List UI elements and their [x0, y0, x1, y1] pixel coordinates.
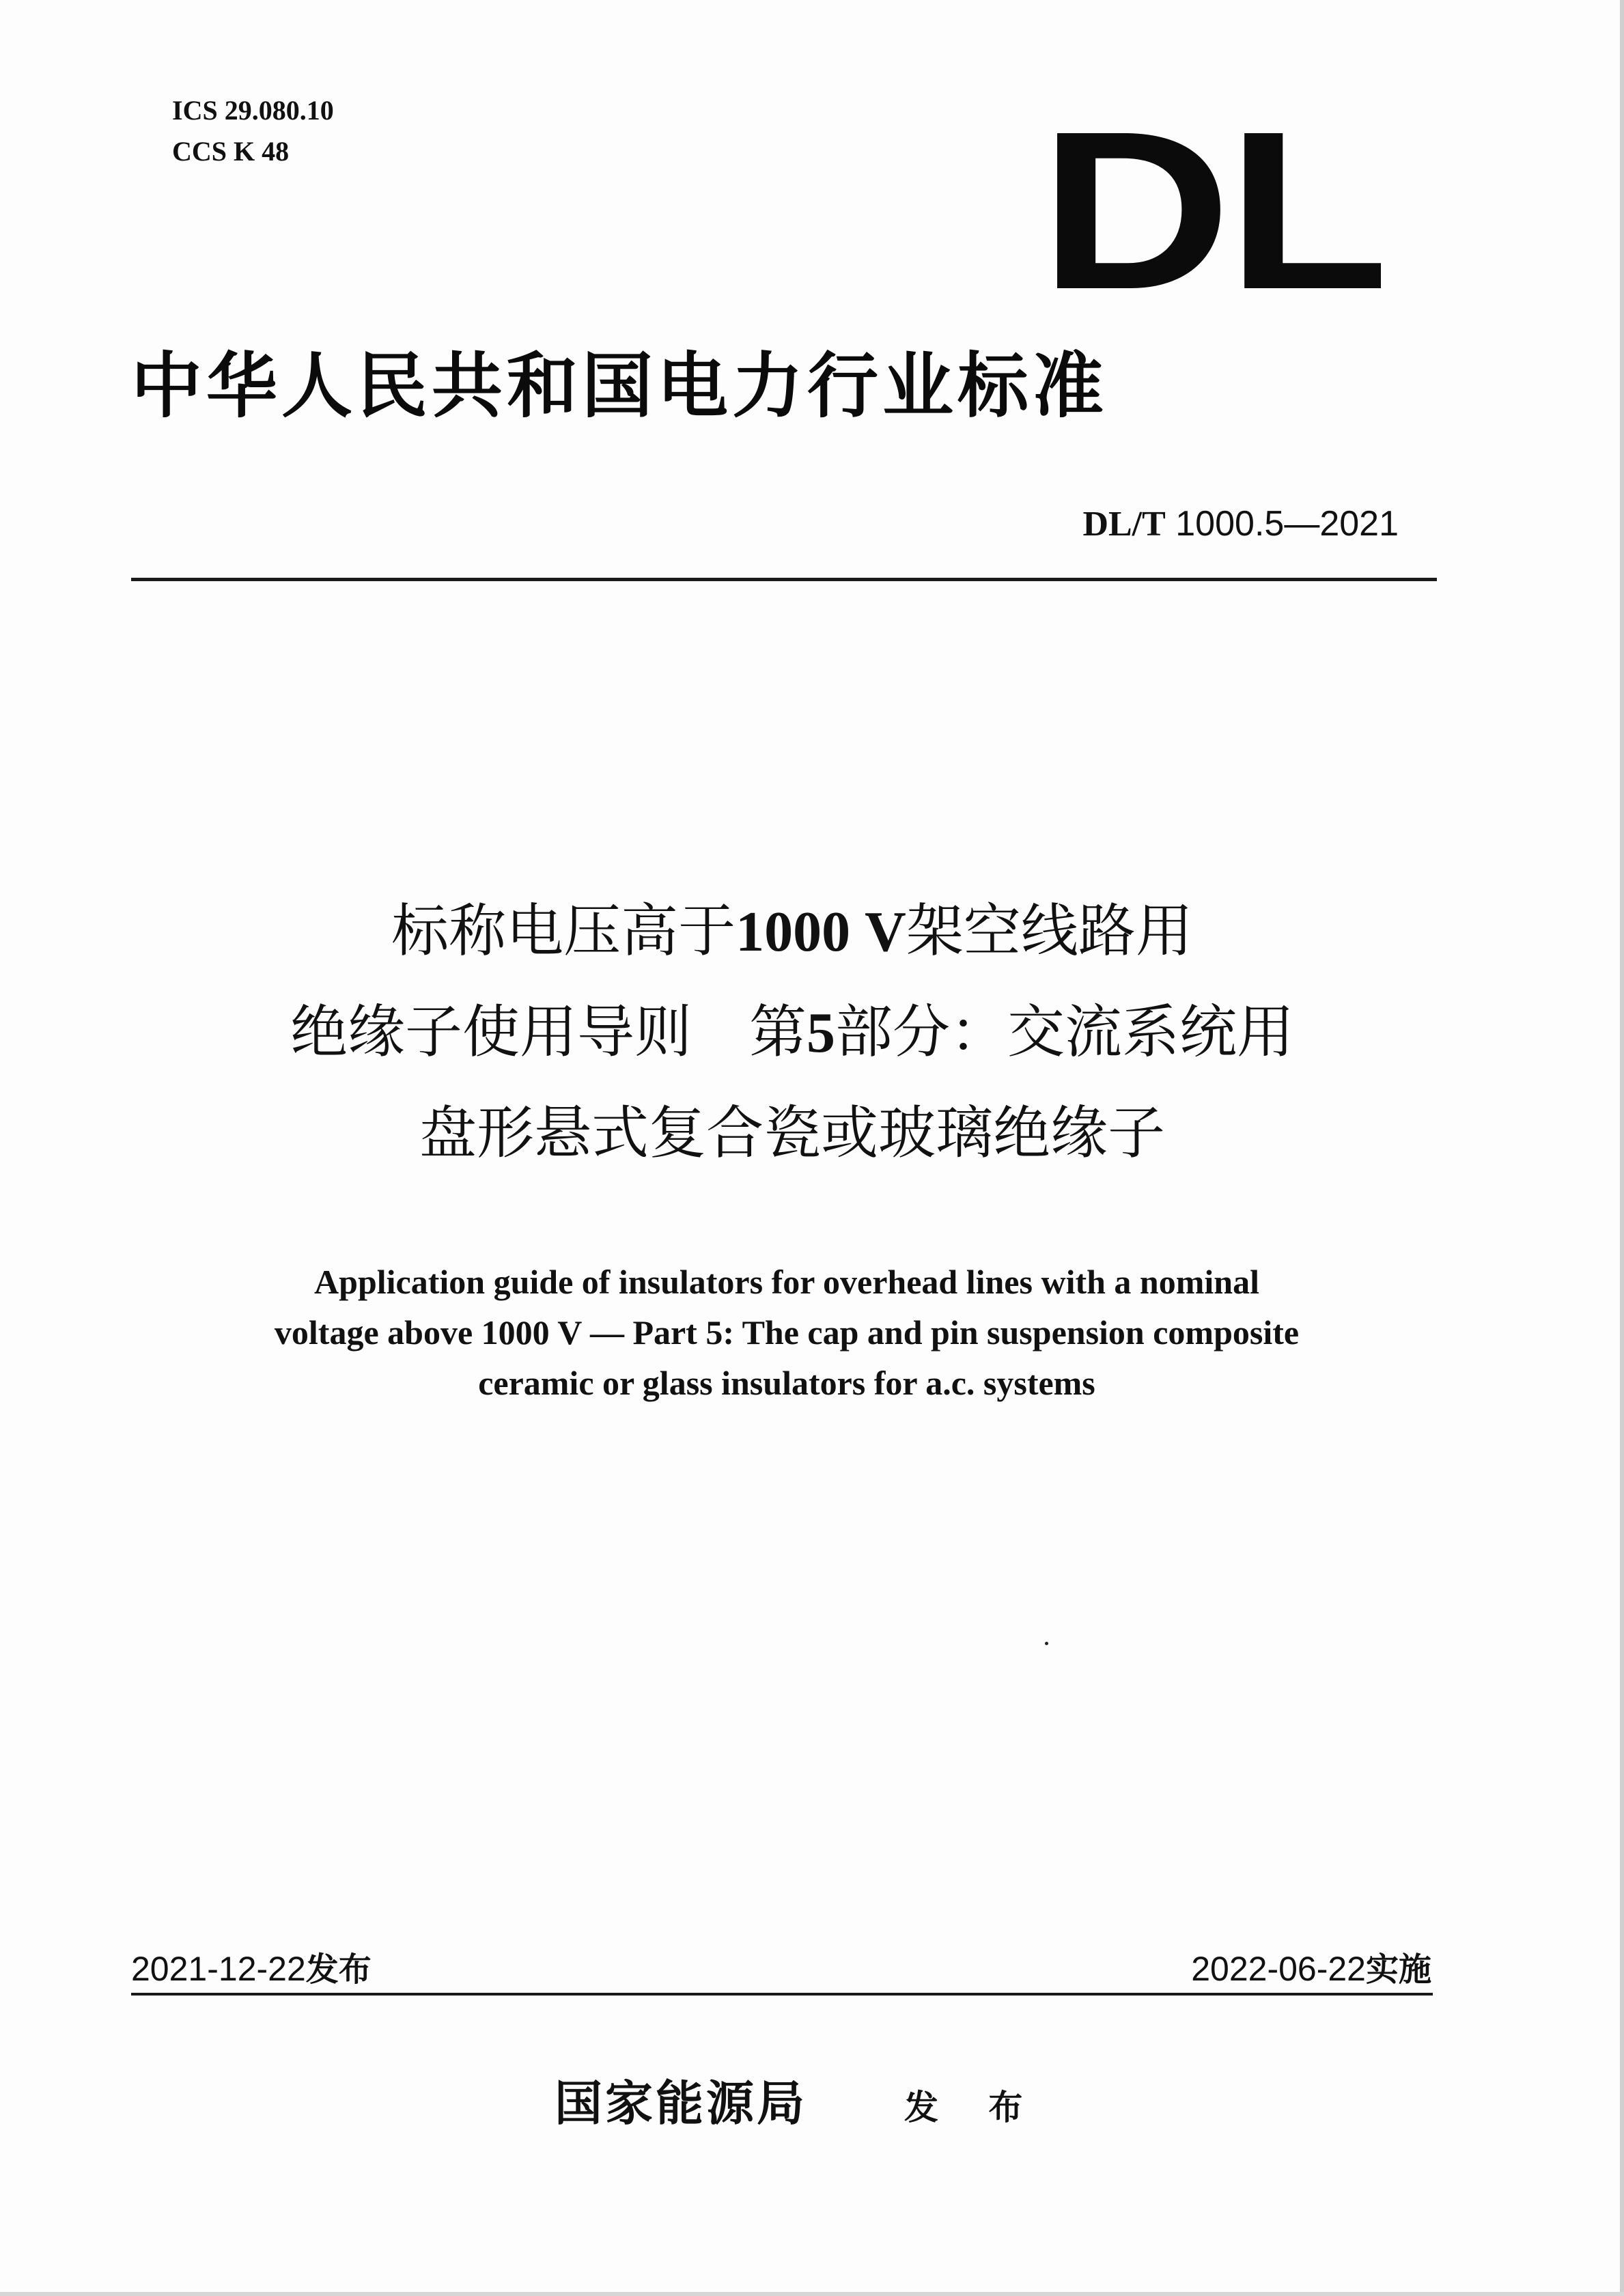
standard-number-value: 1000.5—2021	[1175, 504, 1399, 544]
page-edge-right	[1620, 0, 1624, 2296]
cn-title-1c: 架空线路用	[906, 897, 1193, 964]
standard-number-prefix: DL/T	[1082, 505, 1166, 544]
classification-codes	[172, 90, 334, 172]
footer-divider	[131, 1993, 1433, 1996]
issue-date	[131, 1945, 372, 1993]
cn-title-1a: 标称电压高于	[391, 897, 736, 964]
page-edge-bottom	[0, 2292, 1624, 2296]
issue-label: 发布	[305, 1950, 372, 1989]
ccs-code: CCS K 48	[172, 136, 290, 167]
chinese-title-line-1	[89, 881, 1496, 982]
chinese-title-line-3: 盘形悬式复合瓷或玻璃绝缘子	[419, 1100, 1165, 1166]
english-title-line-1: Application guide of insulators for overhead lines with a nominal	[314, 1263, 1259, 1301]
scan-speck	[1045, 1642, 1048, 1645]
cn-title-2b: 5	[807, 1001, 835, 1065]
publisher-name: 国家能源局	[555, 2075, 807, 2131]
ics-code: ICS 29.080.10	[172, 95, 334, 126]
issue-date-value: 2021-12-22	[131, 1950, 306, 1988]
standard-number	[1082, 500, 1399, 548]
implementation-date-value: 2022-06-22	[1191, 1950, 1366, 1988]
publisher-label: 发 布	[904, 2088, 1042, 2127]
english-title-line-3: ceramic or glass insulators for a.c. systems	[478, 1364, 1095, 1402]
standard-title: 中华人民共和国电力行业标准	[131, 344, 1108, 428]
english-title	[131, 1257, 1442, 1408]
chinese-title-line-2	[89, 982, 1496, 1083]
chinese-title	[89, 881, 1496, 1183]
header-divider	[131, 578, 1437, 581]
implementation-date	[1191, 1945, 1431, 1993]
implementation-label: 实施	[1365, 1950, 1431, 1989]
cn-title-2c: 部分：交流系统用	[835, 998, 1295, 1065]
cn-title-1b: 1000 V	[736, 900, 906, 964]
cn-title-2a: 绝缘子使用导则 第	[290, 998, 807, 1065]
english-title-line-2: voltage above 1000 V — Part 5: The cap and pin suspension composite	[274, 1313, 1300, 1352]
dl-logo: DL	[1039, 84, 1384, 336]
